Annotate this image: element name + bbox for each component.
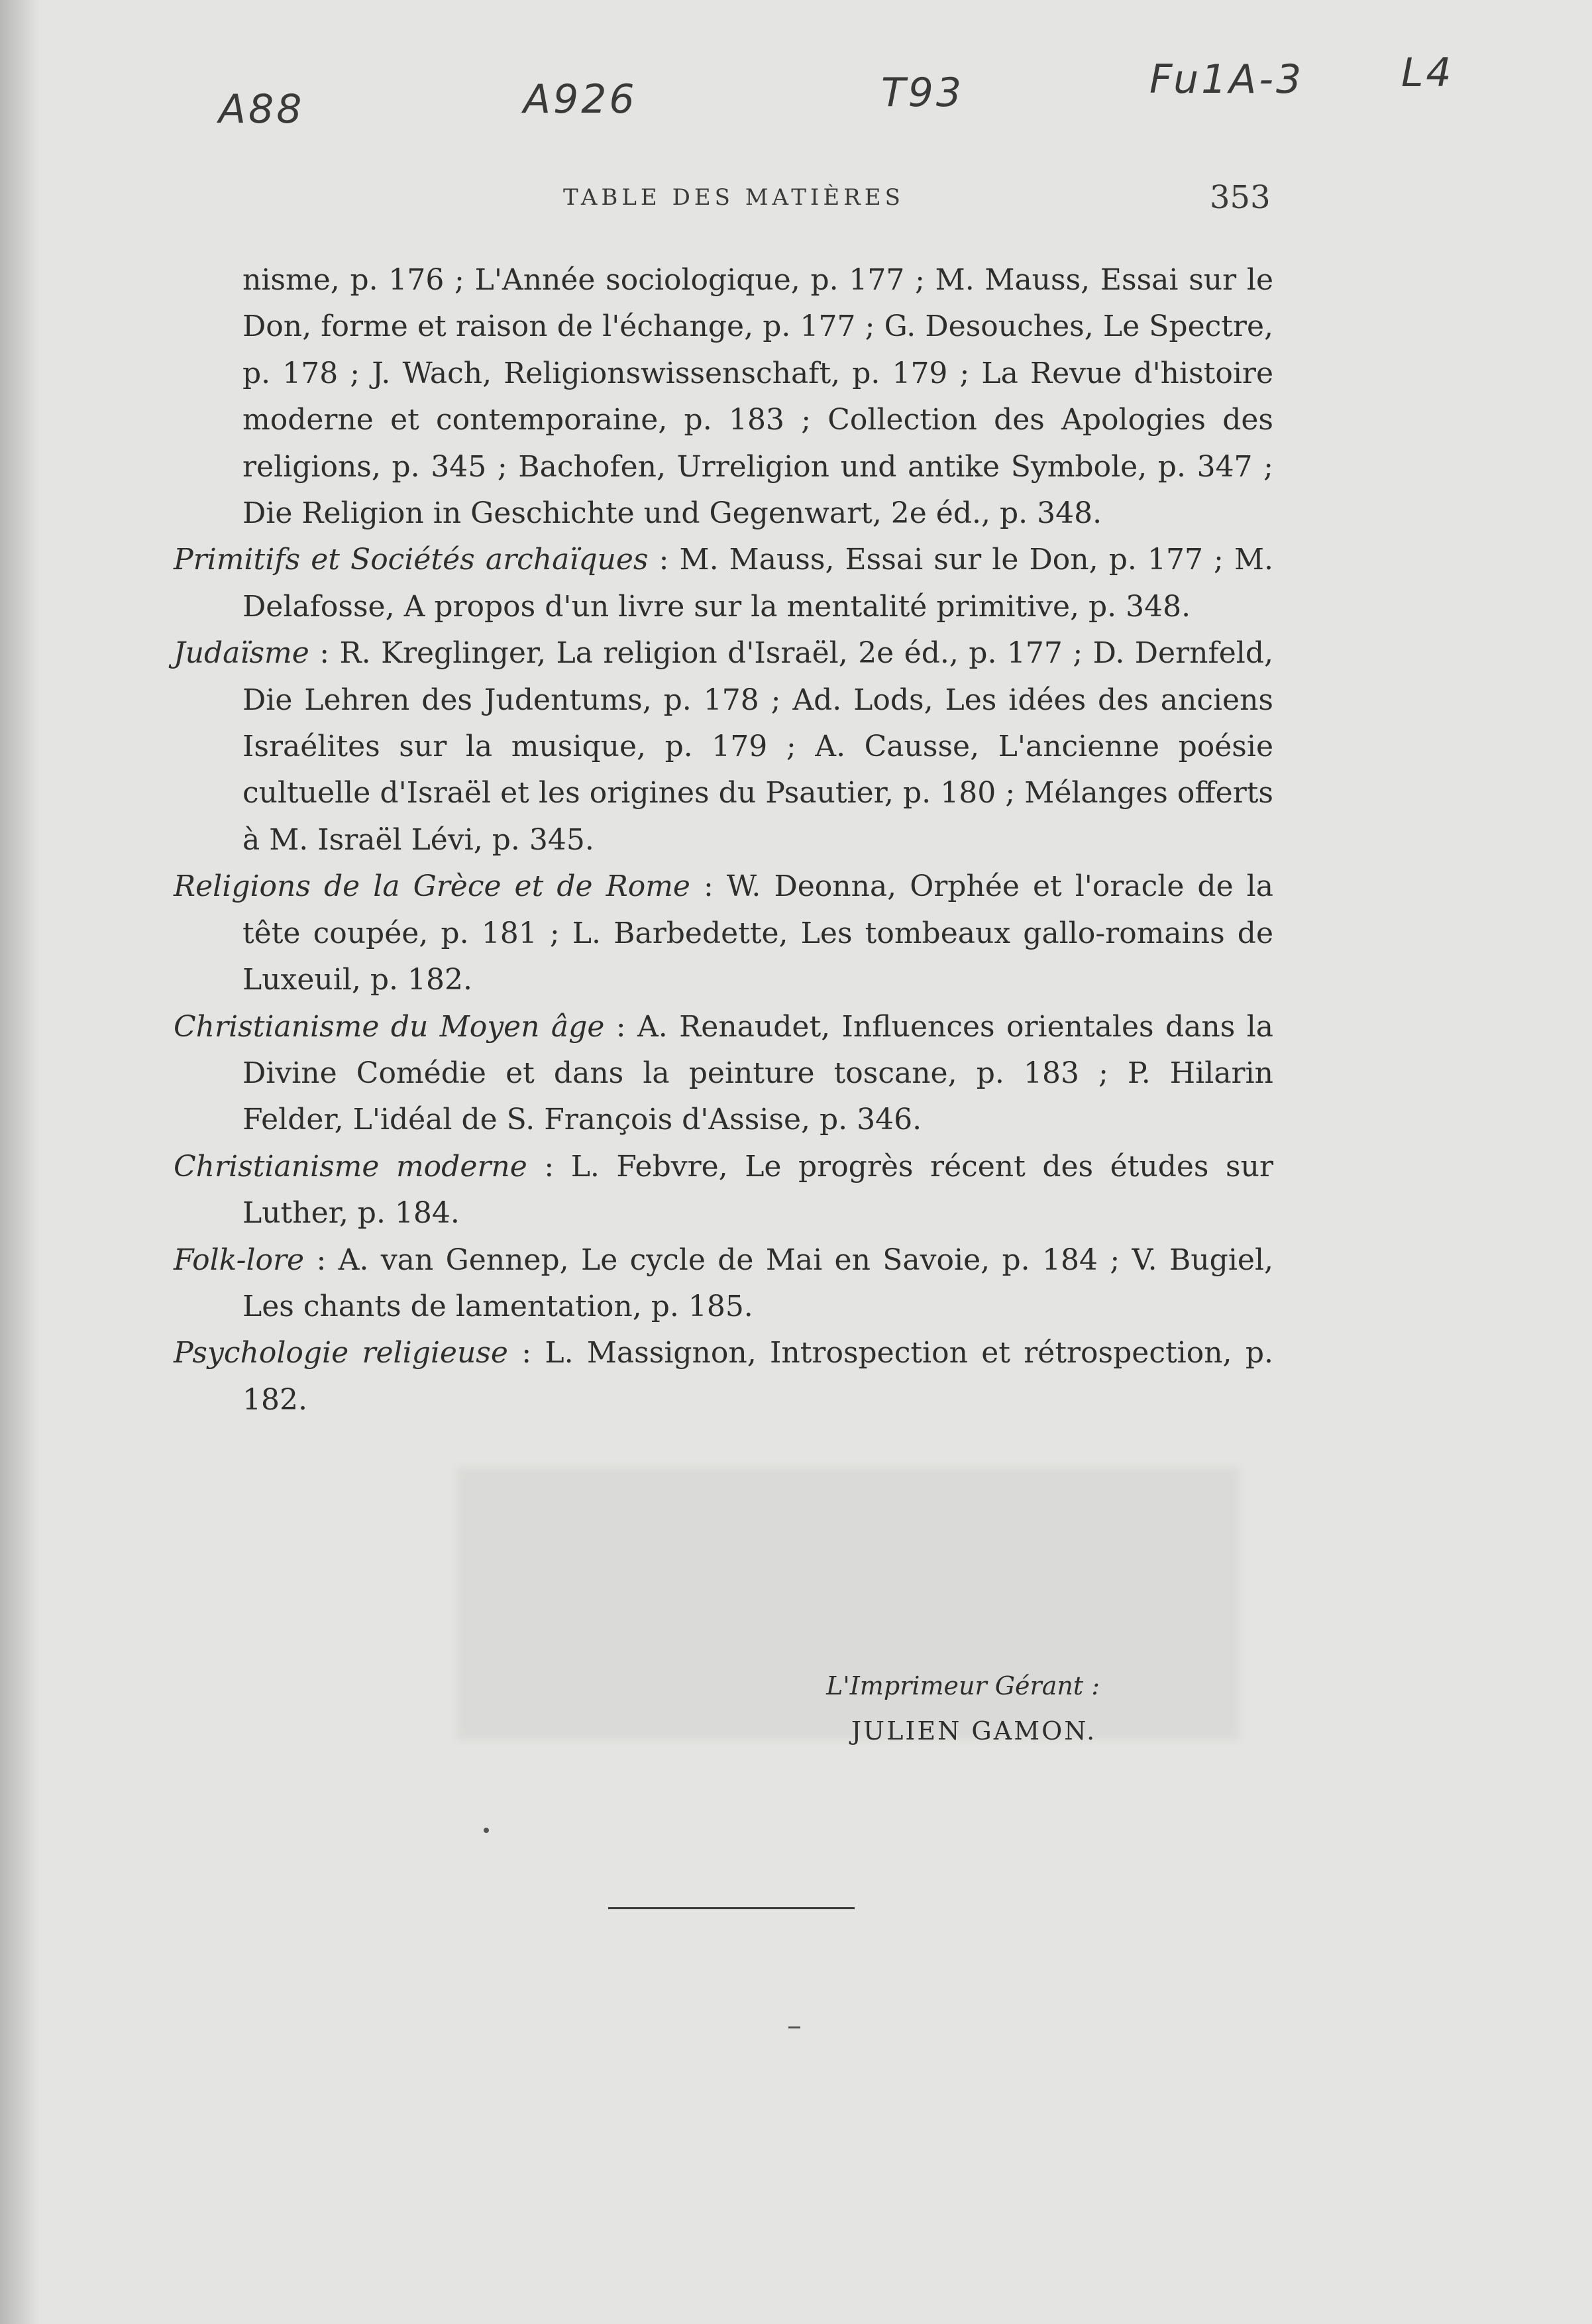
end-rule-divider (608, 1907, 855, 1909)
entry-text: : R. Kreglinger, La religion d'Israël, 2e éd., p. 177 ; D. Dernfeld, Die Lehren des Judentums, p. 178 ; Ad. Lods, Les idées des anciens Israélites sur la musique, p. 179 ; A. Causse, L'ancienne poésie cultuelle d'Israël et les origines du Psautier, p. 180 ; Mélanges offerts à M. Israël Lévi, p. 345. (242, 636, 1273, 857)
signature-name: JULIEN GAMON. (851, 1716, 1097, 1745)
table-of-contents-body (174, 257, 1273, 1423)
entry-category: Primitifs et Sociétés archaïques (174, 543, 649, 577)
handwritten-note-3: T93 (881, 70, 964, 116)
ink-speck (788, 2026, 800, 2028)
entry-category: Folk-lore (174, 1243, 305, 1277)
entry-text: : W. Deonna, Orphée et l'oracle de la tête coupée, p. 181 ; L. Barbedette, Les tombeaux gallo-romains de Luxeuil, p. 182. (242, 869, 1273, 997)
entry-text: : L. Febvre, Le progrès récent des études sur Luther, p. 184. (242, 1149, 1273, 1231)
handwritten-note-1: A88 (219, 86, 305, 133)
entry-category: Christianisme du Moyen âge (174, 1009, 605, 1044)
entry-text: nisme, p. 176 ; L'Année sociologique, p. 177 ; M. Mauss, Essai sur le Don, forme et raison de l'échange, p. 177 ; G. Desouches, Le Spectre, p. 178 ; J. Wach, Religionswissenschaft, p. 179 ; La Revue d'histoire moderne et contemporaine, p. 183 ; Collection des Apologies des religions, p. 345 ; Bachofen, Urreligion und antike Symbole, p. 347 ; Die Religion in Geschichte und Gegenwart, 2e éd., p. 348. (242, 263, 1273, 531)
toc-entry-continuation (174, 257, 1273, 537)
toc-entry (174, 1237, 1273, 1331)
page-number: 353 (1210, 179, 1271, 216)
ink-speck (484, 1828, 489, 1833)
handwritten-note-4: Fu1A-3 (1149, 56, 1304, 103)
entry-category: Psychologie religieuse (174, 1336, 508, 1370)
entry-text: : M. Mauss, Essai sur le Don, p. 177 ; M. Delafosse, A propos d'un livre sur la mentalité primitive, p. 348. (242, 543, 1273, 624)
entry-category: Religions de la Grèce et de Rome (174, 869, 690, 904)
page-edge-shadow (0, 0, 40, 2324)
toc-entry (174, 537, 1273, 630)
toc-entry (174, 1330, 1273, 1423)
toc-entry (174, 1004, 1273, 1144)
toc-entry (174, 863, 1273, 1003)
printer-signature (729, 1663, 1153, 1753)
signature-role: L'Imprimeur Gérant : (826, 1671, 1100, 1700)
handwritten-note-5: L4 (1401, 50, 1454, 96)
entry-text: : A. van Gennep, Le cycle de Mai en Savoie, p. 184 ; V. Bugiel, Les chants de lamentation, p. 185. (242, 1243, 1273, 1323)
toc-entry (174, 630, 1273, 863)
toc-entry (174, 1144, 1273, 1237)
handwritten-note-2: A926 (523, 76, 637, 123)
entry-text: : A. Renaudet, Influences orientales dans la Divine Comédie et dans la peinture toscane, p. 183 ; P. Hilarin Felder, L'idéal de S. François d'Assise, p. 346. (242, 1009, 1273, 1137)
entry-category: Judaïsme (174, 636, 309, 671)
entry-category: Christianisme moderne (174, 1149, 527, 1184)
running-head: TABLE DES MATIÈRES (563, 184, 904, 211)
entry-text: : L. Massignon, Introspection et rétrospection, p. 182. (242, 1336, 1274, 1417)
